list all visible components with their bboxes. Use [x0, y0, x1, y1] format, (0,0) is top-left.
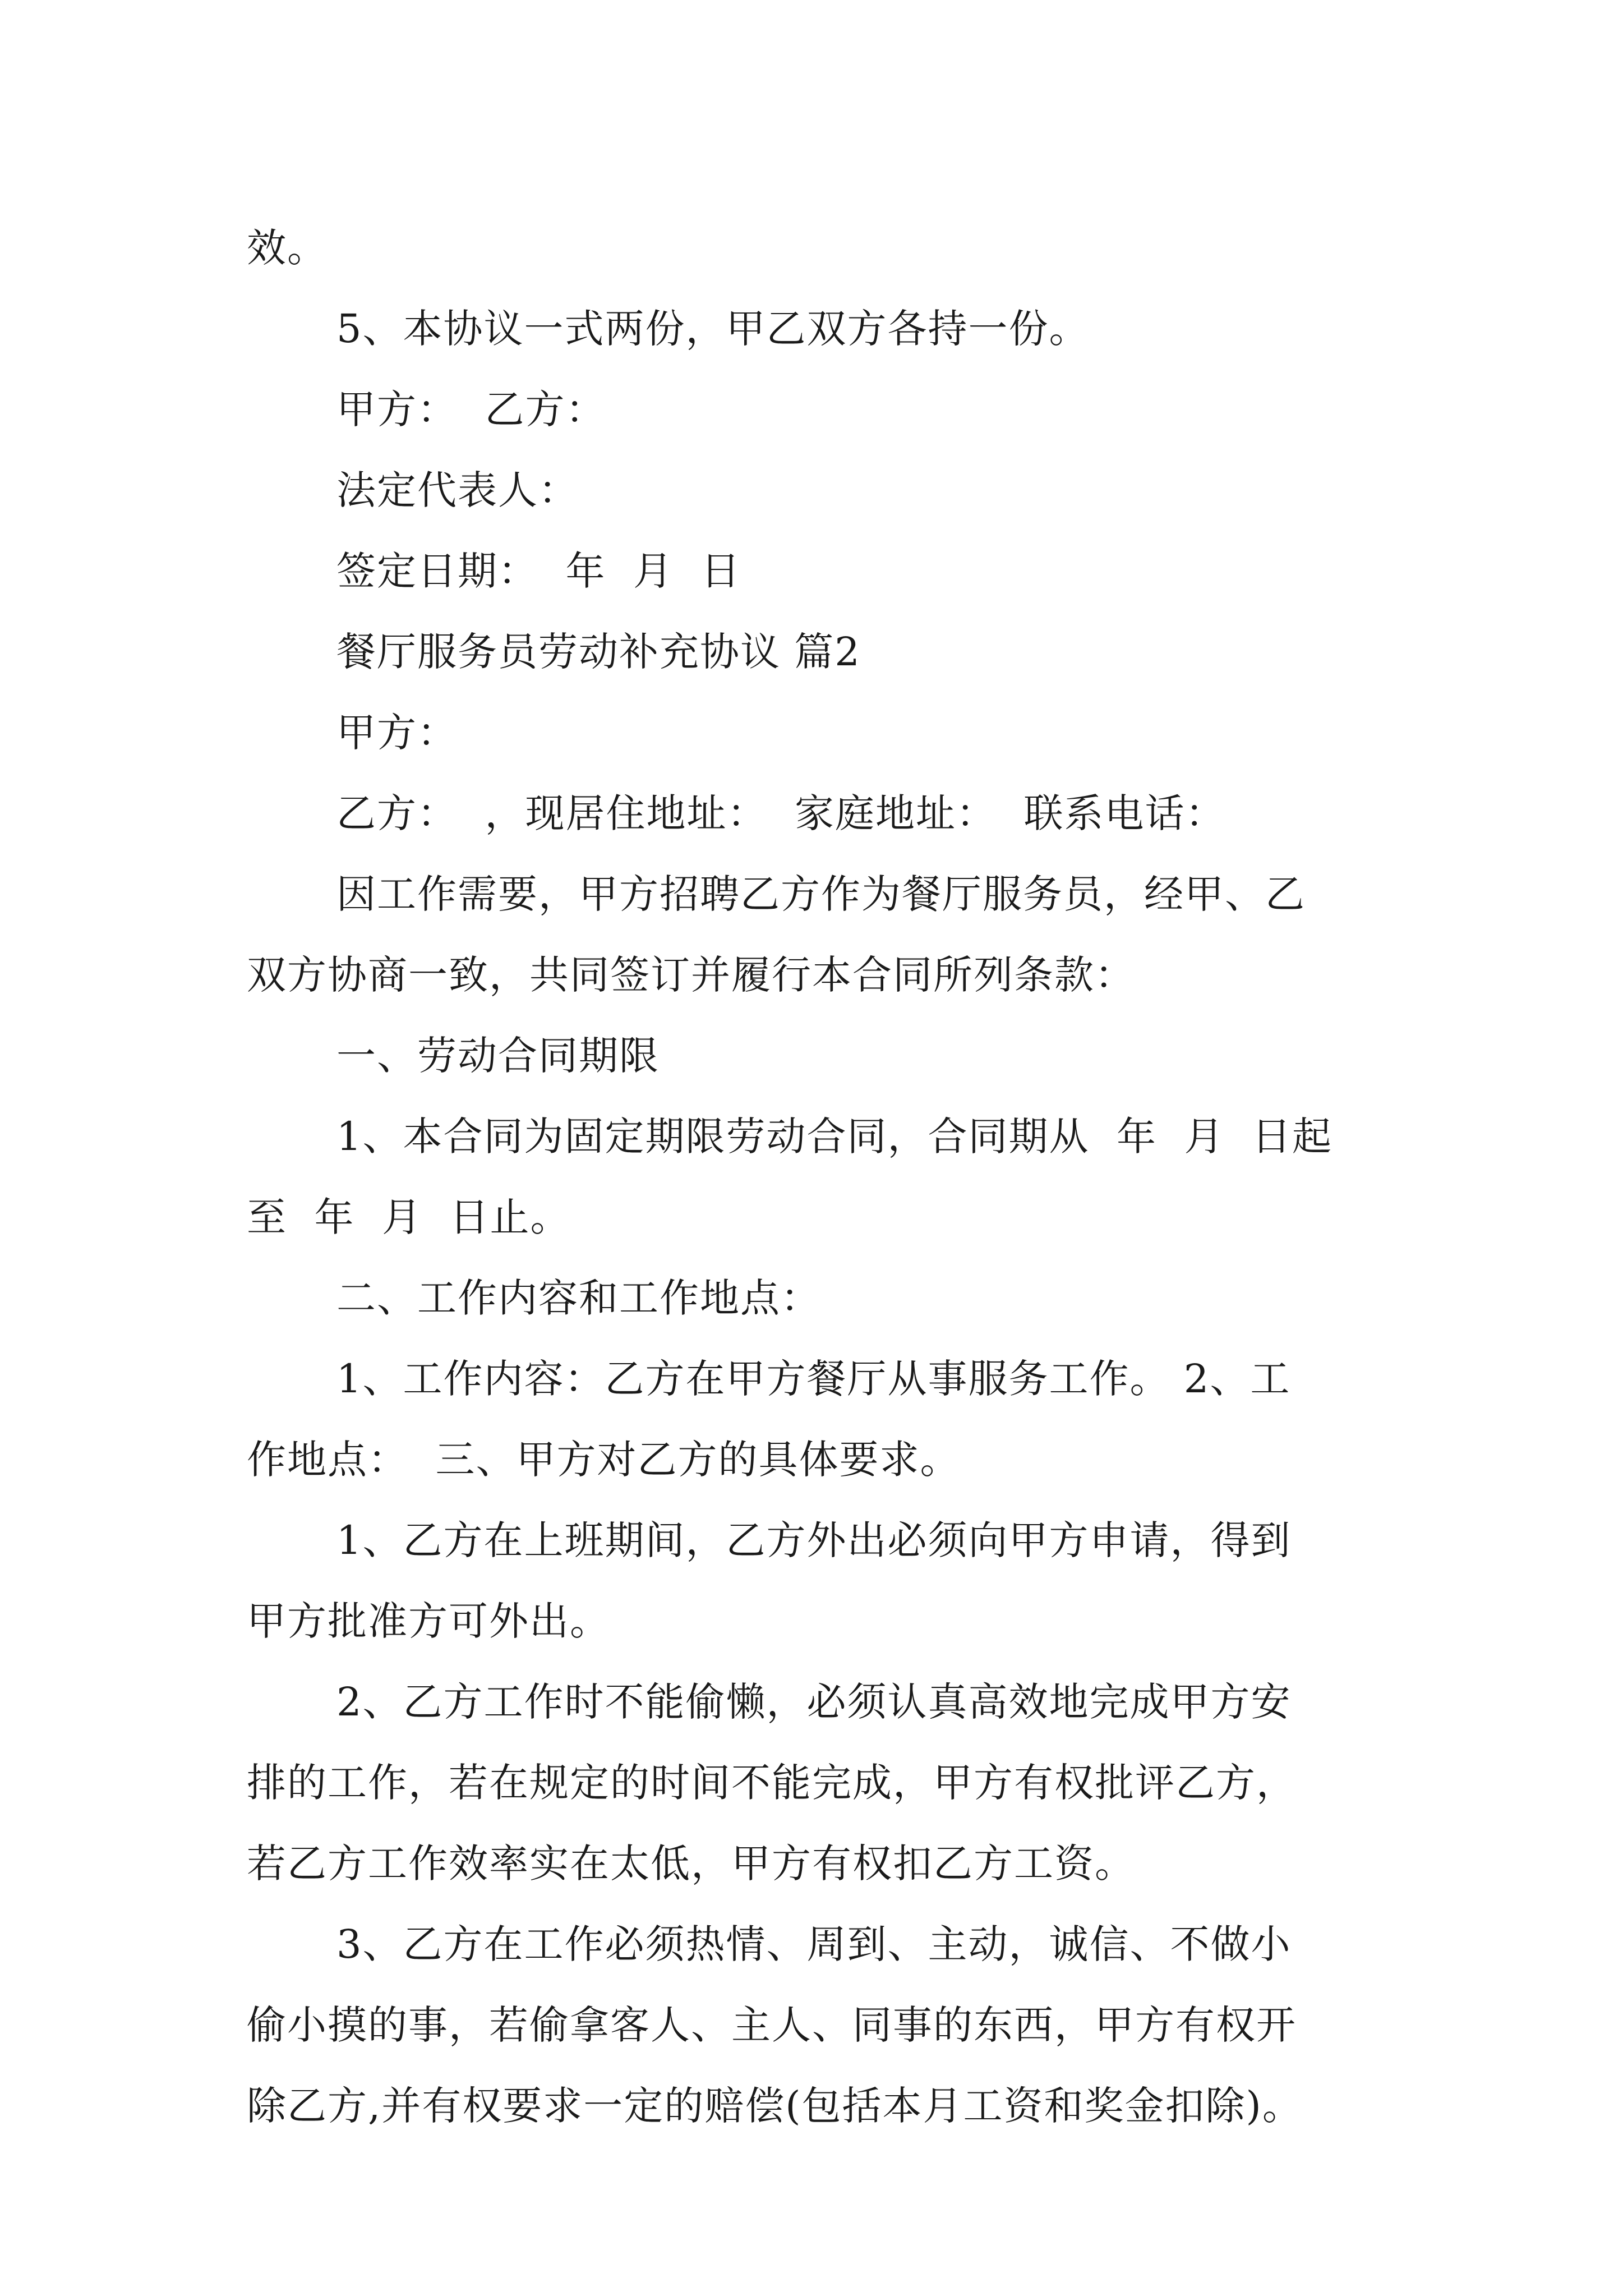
text-line: 效。 — [247, 225, 328, 271]
text-line: 1、工作内容：乙方在甲方餐厅从事服务工作。 2、工 — [336, 1356, 1291, 1402]
text-line: 甲方： — [336, 710, 458, 756]
text-line: 2、乙方工作时不能偷懒，必须认真高效地完成甲方安 — [336, 1679, 1292, 1725]
text-line: 若乙方工作效率实在太低，甲方有权扣乙方工资。 — [247, 1841, 1135, 1887]
text-line: 因工作需要，甲方招聘乙方作为餐厅服务员，经甲、乙 — [336, 871, 1306, 917]
text-line: 二、工作内容和工作地点： — [336, 1275, 821, 1321]
text-line: 法定代表人： — [336, 467, 579, 513]
text-line: 排的工作，若在规定的时间不能完成，甲方有权批评乙方， — [247, 1760, 1297, 1806]
text-line: 乙方： ，现居住地址： 家庭地址： 联系电话： — [336, 790, 1226, 836]
text-line: 双方协商一致，共同签订并履行本合同所列条款： — [247, 952, 1135, 998]
text-line: 5、本协议一式两份，甲乙双方各持一份。 — [336, 306, 1090, 352]
text-line: 1、本合同为固定期限劳动合同，合同期从 年 月 日起 — [336, 1114, 1333, 1159]
text-line: 至 年 月 日止。 — [247, 1194, 571, 1240]
text-line: 一、劳动合同期限 — [336, 1033, 660, 1079]
text-line: 1、乙方在上班期间，乙方外出必须向甲方申请，得到 — [336, 1517, 1292, 1563]
text-line: 甲方： 乙方： — [336, 386, 606, 432]
text-line: 甲方批准方可外出。 — [247, 1598, 610, 1644]
text-line: 3、乙方在工作必须热情、周到、主动，诚信、不做小 — [336, 1921, 1292, 1967]
text-line: 签定日期： 年 月 日 — [336, 548, 741, 594]
text-line: 除乙方,并有权要求一定的赔偿(包括本月工资和奖金扣除)。 — [247, 2083, 1303, 2129]
text-line: 作地点： 三、甲方对乙方的具体要求。 — [247, 1437, 961, 1483]
text-line: 偷小摸的事，若偷拿客人、主人、同事的东西，甲方有权开 — [247, 2002, 1297, 2048]
text-line: 餐厅服务员劳动补充协议 篇2 — [336, 629, 861, 675]
document-body — [247, 208, 1413, 2146]
